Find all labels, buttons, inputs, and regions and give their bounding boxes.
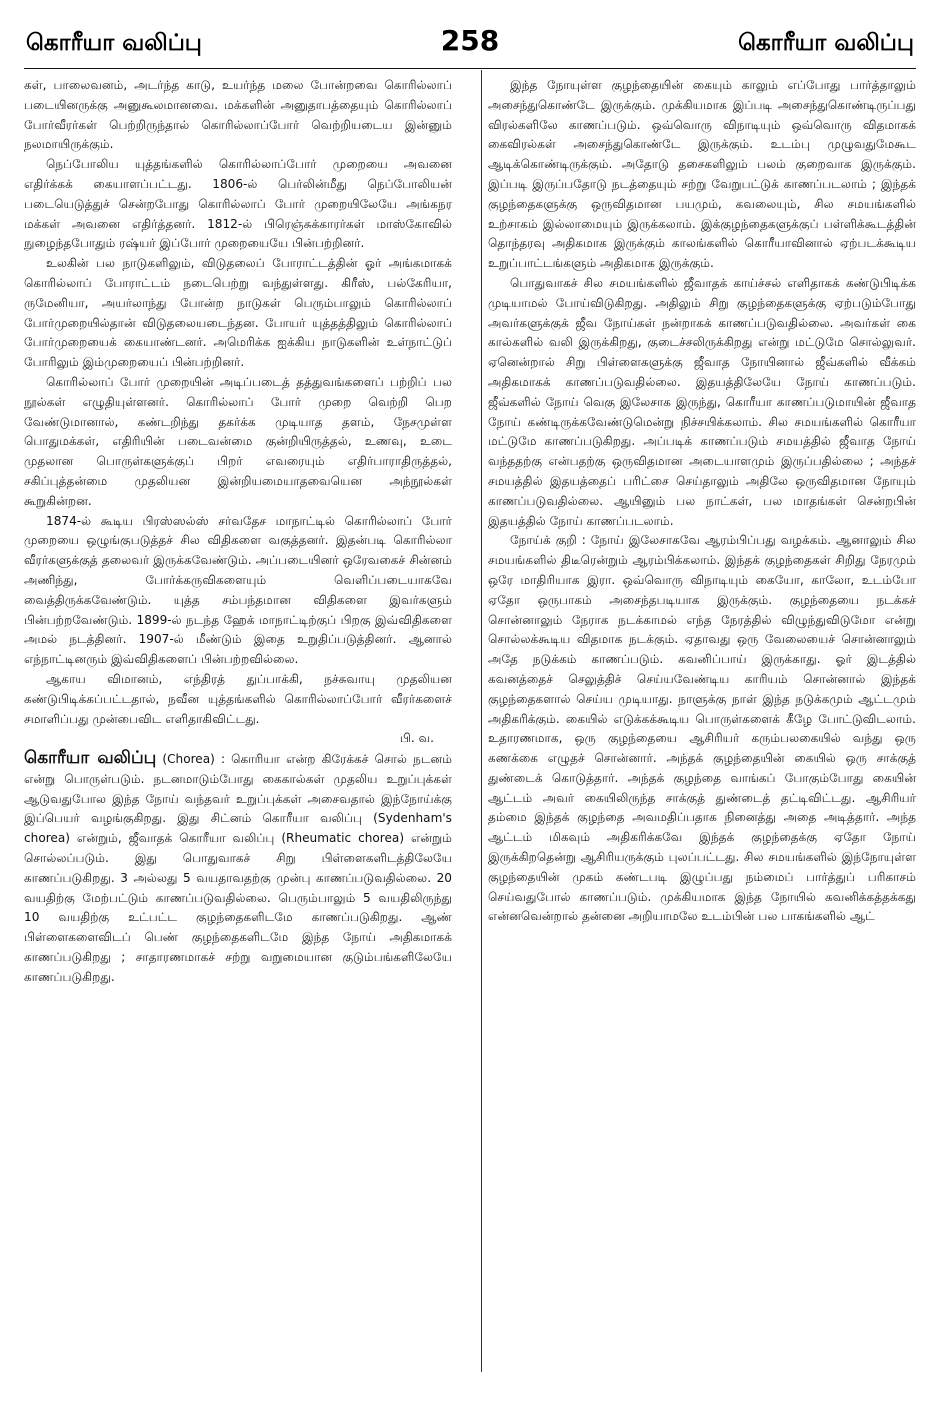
text-columns (24, 76, 916, 1376)
entry-title: கொரீயா வலிப்பு (24, 748, 157, 769)
author-initials: பி. வ. (399, 731, 434, 746)
paragraph: கள், பாலைவனம், அடர்ந்த காடு, உயர்ந்த மலை போன்றவை கொரில்லாப் படையினருக்கு அனுகூலமானவை. மக்களின் அனுதாபத்தையும் கொரில்லாப் போர்வீரர்கள் பெற்றிருந்தால் கொரில்லாப்போர் வெற்றியடைய இன்னும் நலமாயிருக்கும். (24, 78, 452, 152)
left-column (24, 76, 452, 1376)
paragraph: 1874-ல் கூடிய பிரஸ்ஸல்ஸ் சர்வதேச மாநாட்டில் கொரில்லாப் போர் முறையை ஒழுங்குபடுத்தச் சில விதிகளை வகுத்தனர். இதன்படி கொரில்லா வீரர்களுக்குத் தலைவர் இருக்கவேண்டும். அப்படையினர் ஒரேவகைச் சின்னம் அணிந்து, போர்க்கருவிகளையும் வெளிப்படையாகவே வைத்திருக்கவேண்டும். யுத்த சம்பந்தமான விதிகளை இவர்களும் பின்பற்றவேண்டும். 1899-ல் நடந்த ஹேக் மாநாட்டிற்குப் பிறகு இவ்விதிகளை அமல் நடத்தினர். 1907-ல் மீண்டும் இதை உறுதிப்படுத்தினர். ஆனால் எந்நாட்டினரும் இவ்விதிகளைப் பின்பற்றவில்லை. (24, 513, 452, 667)
page-number: 258 (440, 24, 500, 57)
paragraph: ஆகாய விமானம், எந்திரத் துப்பாக்கி, நச்சுவாயு முதலியன கண்டுபிடிக்கப்பட்டதால், நவீன யுத்தங்களில் கொரில்லாப்போர் வீரர்களைச் சமாளிப்பது முன்பைவிட எளிதாகிவிட்டது. (24, 671, 452, 726)
paragraph: இந்த நோயுள்ள குழந்தையின் கையும் காலும் எப்போது பார்த்தாலும் அசைந்துகொண்டே இருக்கும். முக்கியமாக இப்படி அசைந்துகொண்டிருப்பது விரல்களிலே காணப்படும். ஒவ்வொரு விநாடியும் ஒவ்வொரு விதமாகக் கைவிரல்கள் அசைந்துகொண்டே இருக்கும். உடம்பு முழுவதுமேகூட ஆடிக்கொண்டிருக்கும். அதோடு தசைகளிலும் பலம் குறைவாக இருக்கும். இப்படி இருப்பதோடு நடத்தையும் சற்று வேறுபட்டுக் காணப்படலாம் ; இந்தக் குழந்தைகளுக்கு ஒருவிதமான பயமும், கவலையும், சில சமயங்களில் உற்சாகம் இல்லாமையும் இருக்கலாம். இக்குழந்தைகளுக்குப் பள்ளிக்கூடத்தின் தொந்தரவு அதிகமாக இருக்கும் காலங்களில் கொரீயாவினால் ஏற்படக்கூடிய உறுப்பாட்டங்களும் அதிகமாக இருக்கும். (488, 78, 916, 271)
entry-latin-name: (Chorea) (162, 752, 215, 767)
paragraph: கொரில்லாப் போர் முறையின் அடிப்படைத் தத்துவங்களைப் பற்றிப் பல நூல்கள் எழுதியுள்ளனர். கொரில்லாப் போர் முறை வெற்றி பெற வேண்டுமானால், கண்டறிந்து தகர்க்க முடியாத தளம், நேசமுள்ள பொதுமக்கள், எதிரியின் படைவன்மை குன்றியிருத்தல், உணவு, உடை முதலான பொருள்களுக்குப் பிறர் எவரையும் எதிர்பாராதிருத்தல், சகிப்புத்தன்மை முதலியன இன்றியமையாதவையென அந்நூல்கள் கூறுகின்றன. (24, 374, 452, 508)
paragraph: பொதுவாகச் சில சமயங்களில் ஜீவாதக் காய்ச்சல் எளிதாகக் கண்டுபிடிக்க முடியாமல் போய்விடுகிறது. அதிலும் சிறு குழந்தைகளுக்கு ஏற்படும்போது அவர்களுக்குக் ஜீவ நோய்கள் நன்றாகக் காணப்படுவதில்லை. அவர்கள் கை கால்களில் வலி இருக்கிறது, குடைச்சலிருக்கிறது என்று மட்டுமே சொல்லுவர். ஏனென்றால் சிறு பிள்ளைகளுக்கு ஜீவாத நோயினால் ஜீவ்களில் வீக்கம் அதிகமாகக் காணப்படுவதில்லை. இதயத்திலேயே நோய் காணப்படும். ஜீவ்களில் நோய் வெகு இலேசாக இருந்து, கொரீயா காணப்படுமாயின் ஜீவாத நோய் கண்டிருக்கவேண்டுமென்று நிச்சயிக்கலாம். சில சமயங்களில் கொரீயா மட்டுமே காணப்படுகிறது. அப்படிக் காணப்படும் சமயத்தில் ஜீவாத நோய் வந்ததற்கு என்பதற்கு ஒருவிதமான அடையாளமும் இருப்பதில்லை ; அந்தச் சமயத்தில் இதயத்தைப் பரிட்சை செய்தாலும் அதிலே ஒருவிதமான நோயும் காணப்படுவதில்லை. ஆயினும் பல நாட்கள், பல மாதங்கள் சென்றபின் இதயத்தில் நோய் காணப்படலாம். (488, 275, 916, 528)
paragraph: உலகின் பல நாடுகளிலும், விடுதலைப் போராட்டத்தின் ஓர் அங்கமாகக் கொரில்லாப் போராட்டம் நடைபெற்று வந்துள்ளது. கிரீஸ், பல்கேரியா, ருமேனியா, அயர்லாந்து போன்ற நாடுகள் பெரும்பாலும் கொரில்லாப் போர்முறையில்தான் விடுதலையடைந்தன. போயர் யுத்தத்திலும் கொரில்லாப் போர்முறையைக் கையாண்டனர். அமெரிக்க ஐக்கிய நாடுகளின் உள்நாட்டுப் போரிலும் இம்முறையைப் பின்பற்றினர். (24, 256, 452, 370)
running-header (24, 22, 916, 69)
paragraph: நெப்போலிய யுத்தங்களில் கொரில்லாப்போர் முறையை அவனை எதிர்க்கக் கையாளப்பட்டது. 1806-ல் பெர்லின்மீது நெப்போலியன் படையெடுத்துச் சென்றபோது கொரில்லாப் போர் முறையிலேயே அங்கநர மக்கள் அவனை எதிர்த்தனர். 1812-ல் பிரெஞ்சுக்காரர்கள் மாஸ்கோவில் நுழைந்தபோதும் ரஷ்யர் இப்போர் முறையையே பின்பற்றினர். (24, 157, 452, 251)
paragraph: நோய்க் குறி : நோய் இலேசாகவே ஆரம்பிப்பது வழக்கம். ஆனாலும் சில சமயங்களில் திடீரென்றும் ஆரம்பிக்கலாம். இந்தக் குழந்தைகள் சிறிது நேரமும் ஒரே மாதிரியாக இரா. ஒவ்வொரு விநாடியும் கையோ, காலோ, உடம்போ ஏதோ ஒருபாகம் அசைந்தபடியாக இருக்கும். குழந்தையை நடக்கச் சொன்னாலும் நேராக நடக்காமல் எந்த நேரத்தில் விழுந்துவிடுமோ என்று சொல்லக்கூடிய விதமாக நடக்கும். ஏதாவது ஒரு வேலையைச் சொன்னாலும் அதே நடுக்கம் காணப்படும். கவனிப்பாய் இருக்காது. ஓர் இடத்தில் கவனத்தைச் செலுத்திச் செய்யவேண்டிய காரியம் சொன்னால் இந்தக் குழந்தைகளால் செய்ய முடியாது. நாளுக்கு நாள் இந்த நடுக்கமும் ஆட்டமும் அதிகரிக்கும். கையில் எடுக்கக்கூடிய பொருள்களைக் கீழே போட்டுவிடலாம். உதாரணமாக, ஒரு குழந்தையை ஆசிரியர் கரும்பலகையில் வந்து ஒரு கணக்கை எழுதச் சொன்னார். அந்தக் குழந்தையின் கையில் ஒரு சாக்குத் துண்டைக் கொடுத்தார். அந்தக் குழந்தை வாங்கப் போகும்போது கையின் ஆட்டம் அவர் கையிலிருந்த சாக்குத் துண்டைத் தட்டிவிட்டது. ஆசிரியர் தம்மை இந்தக் குழந்தை அவமதிப்பதாக நினைத்து அதை அடித்தார். அந்த ஆட்டம் மிகவும் அதிகரிக்கவே இந்தக் குழந்தைக்கு ஏதோ நோய் இருக்கிறதென்று ஆசிரியருக்கும் புலப்பட்டது. சில சமயங்களில் இந்நோயுள்ள குழந்தையின் முகம் கண்டபடி இழுப்பது நம்மைப் பார்த்துப் பரிகாசம் செய்வதுபோல் காணப்படும். முக்கியமாக இந்த நோயில் கவனிக்கத்தக்கது என்னவென்றால் தன்னை அறியாமலே உடம்பின் பல பாகங்களில் ஆட் (488, 533, 916, 924)
right-column (488, 76, 916, 1376)
running-title-left: கொரீயா வலிப்பு (26, 30, 202, 56)
entry-body: : கொரியா என்ற கிரேக்கச் சொல் நடனம் என்று பொருள்படும். நடனமாடும்போது கைகால்கள் முதலிய உறுப்புக்கள் ஆடுவதுபோல இந்த நோய் வந்தவர் உறுப்புக்கள் அசைவதால் இந்நோய்க்கு இப்பெயர் வழங்குகிறது. இது சிட்னம் கொரீயா வலிப்பு (Sydenham's chorea) என்றும், ஜீவாதக் கொரீயா வலிப்பு (Rheumatic chorea) என்றும் சொல்லப்படும். இது பொதுவாகச் சிறு பிள்ளைகளிடத்திலேயே காணப்படுகிறது. 3 அல்லது 5 வயதாவதற்கு முன்பு காணப்படுவதில்லை. 20 வயதிற்கு மேற்பட்டும் காணப்படுவதில்லை. பெரும்பாலும் 5 வயதிலிருந்து 10 வயதிற்கு உட்பட்ட குழந்தைகளிடமே காணப்படுகிறது. ஆண் பிள்ளைகளைவிடப் பெண் குழந்தைகளிடமே இந்த நோய் அதிகமாகக் காணப்படுகிறது ; சாதாரணமாகச் சற்று வறுமையான குடும்பங்களிலேயே காணப்படுகிறது. (24, 752, 452, 984)
entry-paragraph (24, 749, 452, 988)
running-title-right: கொரீயா வலிப்பு (738, 30, 914, 56)
